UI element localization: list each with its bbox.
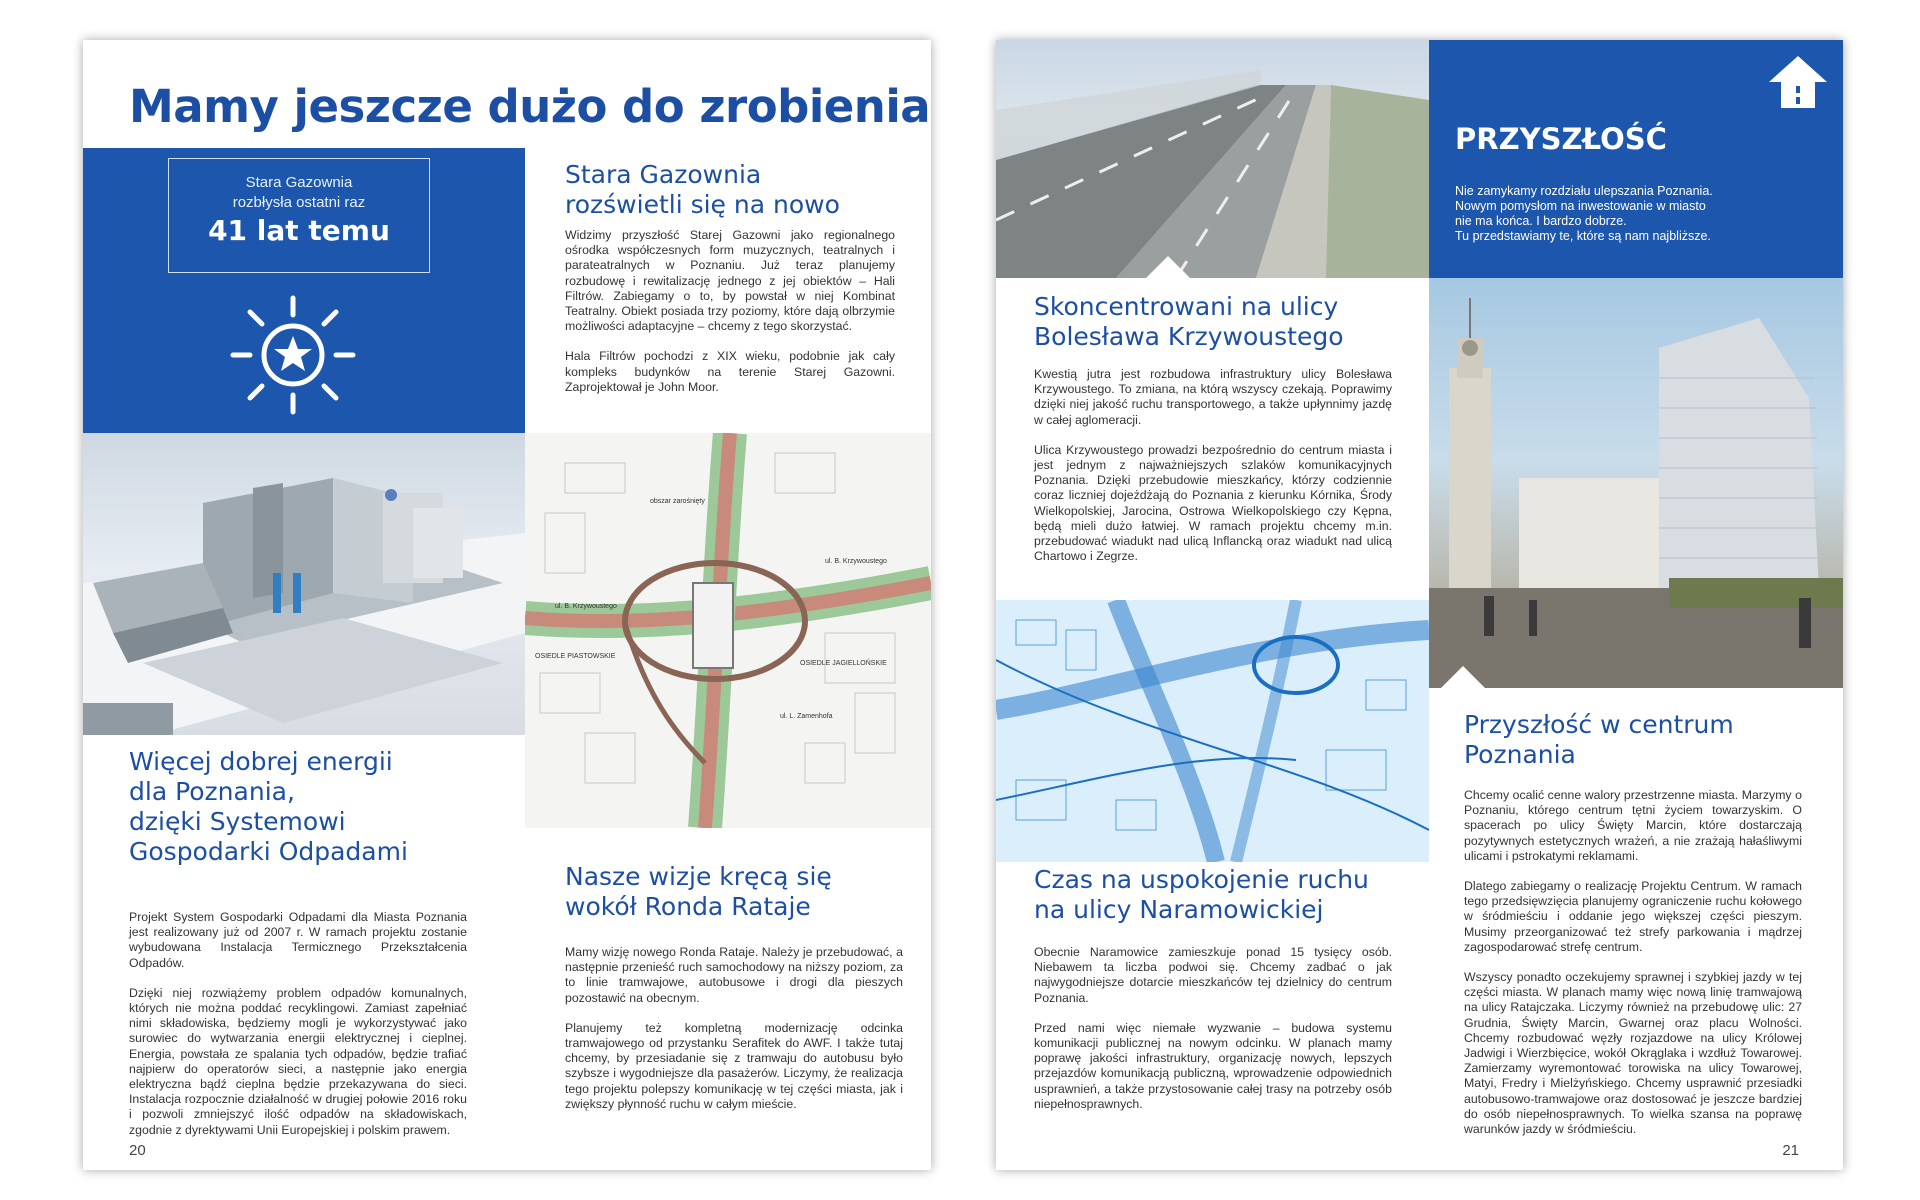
paragraph: Dlatego zabiegamy o realizację Projektu Centrum. W ramach tego przedsięwzięcia planujemy ograniczenie ruchu kołowego w śródmieściu i oddanie jego większej części pieszym. Musimy przeorganizować też strefy parkowania i mądrzej zagospodarować strefę centrum. (1464, 879, 1802, 954)
map-label: ul. L. Zamenhofa (780, 713, 833, 720)
paragraph: Przed nami więc niemałe wyzwanie – budowa systemu komunikacji publicznej na nowym odcinku. W planach mamy poprawę jakości infrastruktury, organizację nowych, lepszych przejazdów komunikacją publiczną, wprowadzenie odpowiednich usprawnień, a także przystosowanie całej trasy na potrzeby osób niepełnosprawnych. (1034, 1020, 1392, 1111)
naramowicka-title: Czas na uspokojenie ruchu na ulicy Naramowickiej (1034, 865, 1369, 924)
road-icon (1769, 56, 1827, 108)
naramowicka-blueprint-map (996, 600, 1429, 862)
page-headline: Mamy jeszcze dużo do zrobienia (129, 80, 931, 133)
naramowicka-text (1034, 945, 1392, 1127)
map-label: OSIEDLE PIASTOWSKIE (535, 653, 616, 660)
paragraph: Ulica Krzywoustego prowadzi bezpośrednio do centrum miasta i jest jednym z najważniejszych szlaków komunikacyjnych Poznania. Dzięki przebudowie mieszkańcy, którzy codziennie coraz liczniej dojeżdżają do Poznania z kierunku Kórnika, Środy Wielkopolskiej, Jarocina, Ostrowa Wielkopolskiego czy Kępna, będą mieli dużo łatwiej. W ramach projektu chcemy m.in. przebudować wiadukt nad ulicą Inflancką oraz wiadukt nad ulicą Chartowo i Zegrze. (1034, 442, 1392, 564)
energy-text (129, 910, 467, 1153)
paragraph: Kwestią jutra jest rozbudowa infrastruktury ulicy Bolesława Krzywoustego. To zmiana, na którą wszyscy czekają. Poprawimy dzięki niej jakość ruchu transportowego, a także upłynnimy jazdę w całej aglomeracji. (1034, 367, 1392, 427)
city-center-render (1429, 278, 1843, 688)
paragraph: Dzięki niej rozwiążemy problem odpadów komunalnych, których nie można poddać recyklingowi. Zamiast zapełniać nimi składowiska, będziemy mogli je wykorzystywać jako surowiec do wytwarzania energii elektrycznej i cieplnej. Energia, powstała ze spalania tych odpadów, będzie trafiać najpierw do operatorów sieci, a następnie jako energia elektryczna bądź cieplna będzie przekazywana do sieci. Instalacja rozpocznie działalność w drugiej połowie 2016 roku i pozwoli zmniejszyć ilość odpadów na składowiskach, zgodnie z dyrektywami Unii Europejskiej i polskim prawem. (129, 985, 467, 1137)
paragraph: Hala Filtrów pochodzi z XIX wieku, podobnie jak cały kompleks budynków na terenie Starej Gazowni. Zaprojektował je John Moor. (565, 349, 895, 394)
rataje-text (565, 945, 903, 1127)
section-title: PRZYSZŁOŚĆ (1455, 122, 1667, 156)
notch (1146, 256, 1190, 278)
intro-line: nie ma końca. I bardzo dobrze. (1455, 214, 1627, 228)
paragraph: Planujemy też kompletną modernizację odcinka tramwajowego od przystanku Serafitek do AWF. I także tutaj chcemy, by przesiadanie się z tramwaju do autobusu było szybsze i wygodniejsze dla pasażerów. Liczymy, że realizacja tego projektu polepszy komunikację w tej części miasta, jak i zwiększy płynność ruchu w całym mieście. (565, 1020, 903, 1111)
rataje-title: Nasze wizje kręcą się wokół Ronda Rataje (565, 862, 832, 921)
callout-line2: rozbłysła ostatni raz (232, 194, 366, 211)
paragraph: Chcemy ocalić cenne walory przestrzenne miasta. Marzymy o Poznaniu, którego centrum tętni życiem towarzyskim. O spacerach po ulicy Święty Marcin, które dostarczają pozytywnych estetycznych wrażeń, a nie zrażają hałaśliwymi ulicami i pstrokatymi reklamami. (1464, 788, 1802, 863)
map-label: OSIEDLE JAGIELLOŃSKIE (800, 660, 887, 667)
highway-image (996, 40, 1429, 278)
map-label: obszar zarośnięty (650, 498, 705, 505)
callout-big-text: 41 lat temu (208, 214, 390, 247)
paragraph: Obecnie Naramowice zamieszkuje ponad 15 tysięcy osób. Niebawem ta liczba podwoi się. Chcemy zadbać o jak najwygodniejsze dotarcie mieszkańców tej dzielnicy do centrum Poznania. (1034, 945, 1392, 1005)
gazownia-title: Stara Gazownia rozświetli się na nowo (565, 160, 840, 219)
intro-line: Nie zamykamy rozdziału ulepszania Poznania. (1455, 184, 1713, 198)
incinerator-model-image (83, 433, 525, 735)
future-panel (1429, 40, 1843, 278)
map-label: ul. B. Krzywoustego (555, 603, 617, 610)
page-number: 20 (129, 1142, 146, 1159)
paragraph: Wszyscy ponadto oczekujemy sprawnej i szybkiej jazdy w tej części miasta. W planach mamy więc nową linię tramwajową na ulicy Ratajczaka. Liczymy również na przebudowę ulic: 27 Grudnia, Święty Marcin, Gwarnej oraz placu Wolności. Chcemy rozbudować węzły rozjazdowe na ulicy Królowej Jadwigi i Wierzbięcice, wokół Okrąglaka i wzdłuż Towarowej. Zamierzamy wyremontować torowiska na ulicy Towarowej, Matyi, Fredry i Mielżyńskiego. Chcemy usprawnić przesiadki autobusowo-tramwajowe oraz dostosować je jeszcze bardziej do osób niepełnosprawnych. To wielka szansa na poprawę warunków jazdy w śródmieściu. (1464, 970, 1802, 1137)
centrum-title: Przyszłość w centrum Poznania (1464, 710, 1734, 769)
section-intro (1455, 184, 1815, 244)
paragraph: Projekt System Gospodarki Odpadami dla Miasta Poznania jest realizowany już od 2007 r. W ramach projektu zostanie wybudowana Instalacja Termicznego Przekształcenia Odpadów. (129, 910, 467, 970)
page-number: 21 (1782, 1142, 1799, 1159)
callout-panel (83, 148, 525, 433)
paragraph: Widzimy przyszłość Starej Gazowni jako regionalnego ośrodka współczesnych form muzycznych, teatralnych i parateatralnych w Poznaniu. Już teraz planujemy rozbudowę i rewitalizację jednego z jej obiektów – Hali Filtrów. Zabiegamy o to, by powstał w niej Kombinat Teatralny. Obiekt posiada trzy poziomy, które dają olbrzymie możliwości adaptacyjne – chcemy z tego skorzystać. (565, 228, 895, 334)
notch (1441, 666, 1485, 688)
star-sun-icon (228, 293, 358, 418)
map-label: ul. B. Krzywoustego (825, 558, 887, 565)
paragraph: Mamy wizję nowego Ronda Rataje. Należy je przebudować, a następnie przenieść ruch samochodowy na niższy poziom, za to linie tramwajowe, autobusowe i drogi dla pieszych pozostawić na obecnym. (565, 945, 903, 1005)
krzywoustego-title: Skoncentrowani na ulicy Bolesława Krzywoustego (1034, 292, 1344, 351)
callout-line1: Stara Gazownia (245, 174, 353, 191)
krzywoustego-text (1034, 367, 1392, 579)
right-page (996, 40, 1843, 1170)
intro-line: Nowym pomysłom na inwestowanie w miasto (1455, 199, 1706, 213)
callout-box (168, 158, 430, 273)
centrum-text (1464, 788, 1802, 1152)
gazownia-text (565, 228, 895, 410)
left-page (83, 40, 931, 1170)
energy-title: Więcej dobrej energii dla Poznania, dzięki Systemowi Gospodarki Odpadami (129, 747, 408, 866)
intro-line: Tu przedstawiamy te, które są nam najbliższe. (1455, 229, 1711, 243)
rondo-rataje-map (525, 433, 931, 828)
